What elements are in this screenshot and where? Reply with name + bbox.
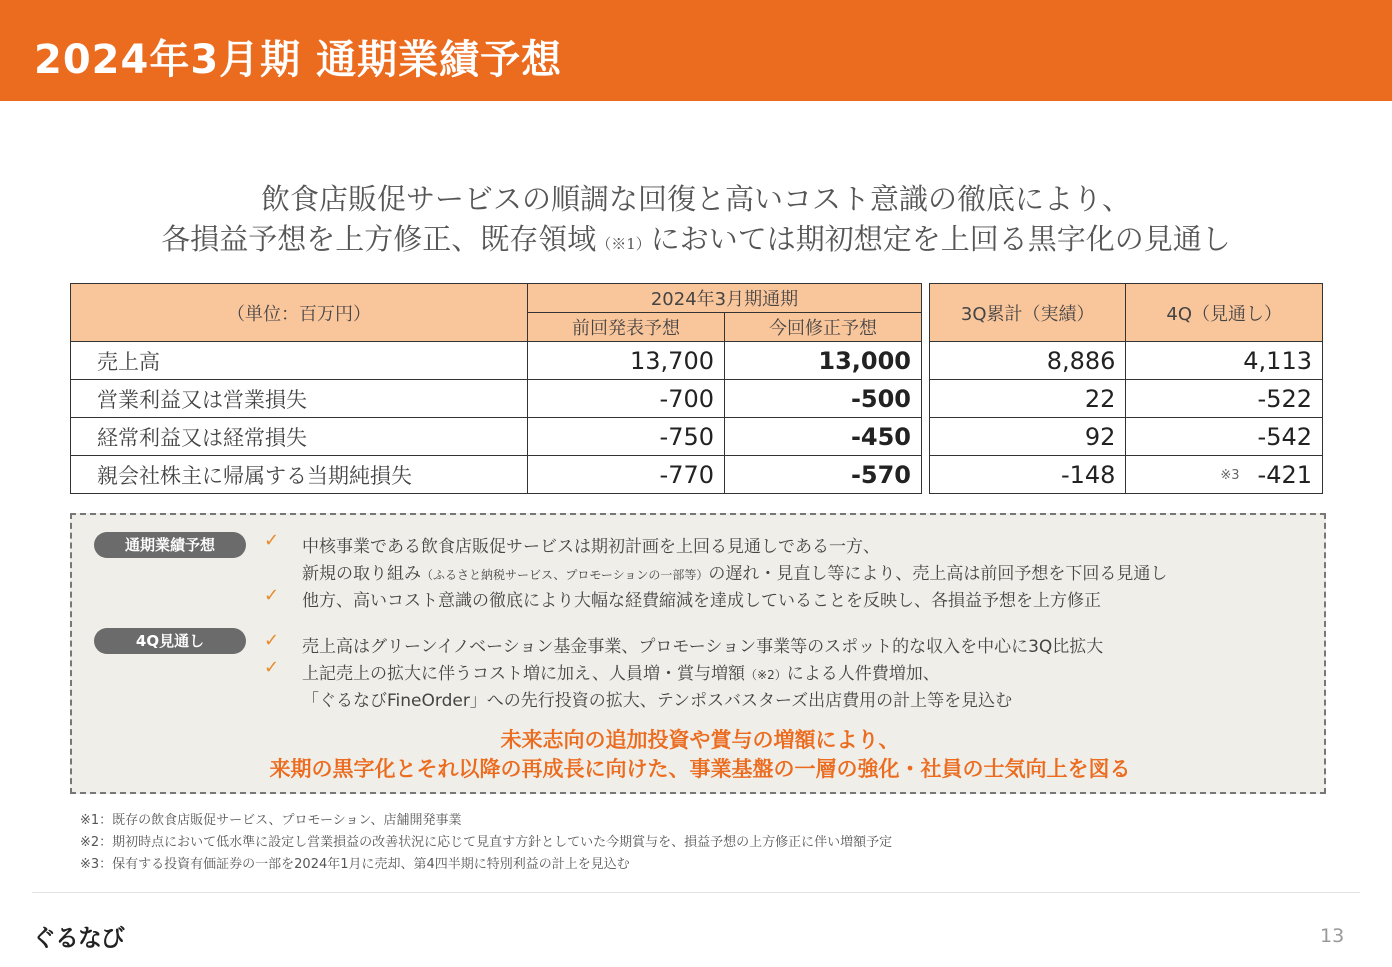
cell-4q-value: -542 [1257, 422, 1312, 451]
bullet-text-cont: 「ぐるなびFineOrder」への先行投資の拡大、テンポスバスターズ出店費用の計上等を見込む [302, 691, 1013, 711]
table-row [930, 456, 1323, 494]
table-row [71, 342, 922, 380]
forecast-table [70, 283, 922, 494]
bullet-text-part: の遅れ・見直し等により、売上高は前回予想を下回る見通し [708, 564, 1168, 584]
bullet-text-part: 上記売上の拡大に伴うコスト増に加え、人員増・賞与増額 [302, 664, 746, 684]
cell-4q [1126, 456, 1323, 494]
footnote-2: ※2：期初時点において低水準に設定し営業損益の改善状況に応じて見直す方針としていた今期賞与を、損益予想の上方修正に伴い増額予定 [80, 835, 893, 850]
col-header-prev: 前回発表予想 [528, 313, 725, 342]
lead-line-2 [0, 217, 1392, 258]
bullet-text-small: （※2） [745, 668, 787, 682]
cell-revised: 13,000 [725, 342, 922, 380]
cell-revised: -570 [725, 456, 922, 494]
lead-line-2-text: 各損益予想を上方修正、既存領域 [161, 222, 597, 256]
bullet-text-small: （ふるさと納税サービス、プロモーションの一部等） [421, 568, 709, 582]
footer-divider [32, 892, 1360, 893]
emphasis-line-2: 来期の黒字化とそれ以降の再成長に向けた、事業基盤の一層の強化・社員の士気向上を図る [269, 757, 1131, 781]
table-row [930, 418, 1323, 456]
bullet-text-part: による人件費増加、 [786, 664, 940, 684]
cell-prev: -770 [528, 456, 725, 494]
row-label: 売上高 [71, 342, 528, 380]
unit-label: （単位：百万円） [71, 284, 528, 342]
cell-4q-value: -421 [1257, 460, 1312, 489]
bullet-text: 中核事業である飲食店販促サービスは期初計画を上回る見通しである一方、 [302, 537, 880, 557]
cell-4q [1126, 418, 1323, 456]
cell-4q-value: 4,113 [1243, 346, 1312, 375]
cell-4q-footnote-ref: ※3 [1220, 468, 1240, 483]
group-header: 2024年3月期通期 [528, 284, 922, 313]
footnote-3: ※3：保有する投資有価証券の一部を2024年1月に売却、第4四半期に特別利益の計上を見込む [80, 857, 630, 872]
table-row [930, 380, 1323, 418]
page-title: 2024年3月期 通期業績予想 [34, 37, 563, 83]
bullet-text: 売上高はグリーンイノベーション基金事業、プロモーション事業等のスポット的な収入を中心に3Q比拡大 [302, 637, 1104, 657]
lead-line-1: 飲食店販促サービスの順調な回復と高いコスト意識の徹底により、 [260, 182, 1131, 216]
bullet-text: 他方、高いコスト意識の徹底により大幅な経費縮減を達成していることを反映し、各損益予想を上方修正 [302, 591, 1101, 611]
cell-4q [1126, 380, 1323, 418]
check-icon: ✓ [264, 530, 280, 551]
bullet-text-cont [302, 559, 1167, 584]
table-row [930, 342, 1323, 380]
bullet-text-part: 新規の取り組み [302, 564, 421, 584]
cell-prev: 13,700 [528, 342, 725, 380]
gurunavi-logo: ぐるなび [32, 924, 124, 952]
cell-4q-value: -522 [1257, 384, 1312, 413]
table-row [71, 456, 922, 494]
cell-revised: -450 [725, 418, 922, 456]
cell-3q: 8,886 [930, 342, 1126, 380]
col-header-4q: 4Q（見通し） [1126, 284, 1323, 342]
cell-prev: -700 [528, 380, 725, 418]
quarter-table [929, 283, 1323, 494]
table-row [71, 418, 922, 456]
section-label-full-year: 通期業績予想 [94, 532, 246, 558]
cell-3q: 22 [930, 380, 1126, 418]
emphasis-line-1: 未来志向の追加投資や賞与の増額により、 [500, 728, 900, 752]
row-label: 親会社株主に帰属する当期純損失 [71, 456, 528, 494]
cell-revised: -500 [725, 380, 922, 418]
col-header-revised: 今回修正予想 [725, 313, 922, 342]
footnote-1: ※1：既存の飲食店販促サービス、プロモーション、店舗開発事業 [80, 813, 462, 828]
lead-footnote-ref: （※1） [596, 235, 651, 253]
bullet-text [302, 659, 940, 684]
summary-box [70, 513, 1326, 794]
check-icon: ✓ [264, 657, 280, 678]
check-icon: ✓ [264, 585, 280, 606]
cell-4q [1126, 342, 1323, 380]
col-header-3q: 3Q累計（実績） [930, 284, 1126, 342]
row-label: 営業利益又は営業損失 [71, 380, 528, 418]
table-row [71, 380, 922, 418]
row-label: 経常利益又は経常損失 [71, 418, 528, 456]
page-number: 13 [1320, 925, 1345, 947]
section-label-4q: 4Q見通し [94, 628, 246, 654]
cell-3q: -148 [930, 456, 1126, 494]
lead-line-2-text-cont: においては期初想定を上回る黒字化の見通し [650, 222, 1231, 256]
check-icon: ✓ [264, 630, 280, 651]
cell-3q: 92 [930, 418, 1126, 456]
cell-prev: -750 [528, 418, 725, 456]
